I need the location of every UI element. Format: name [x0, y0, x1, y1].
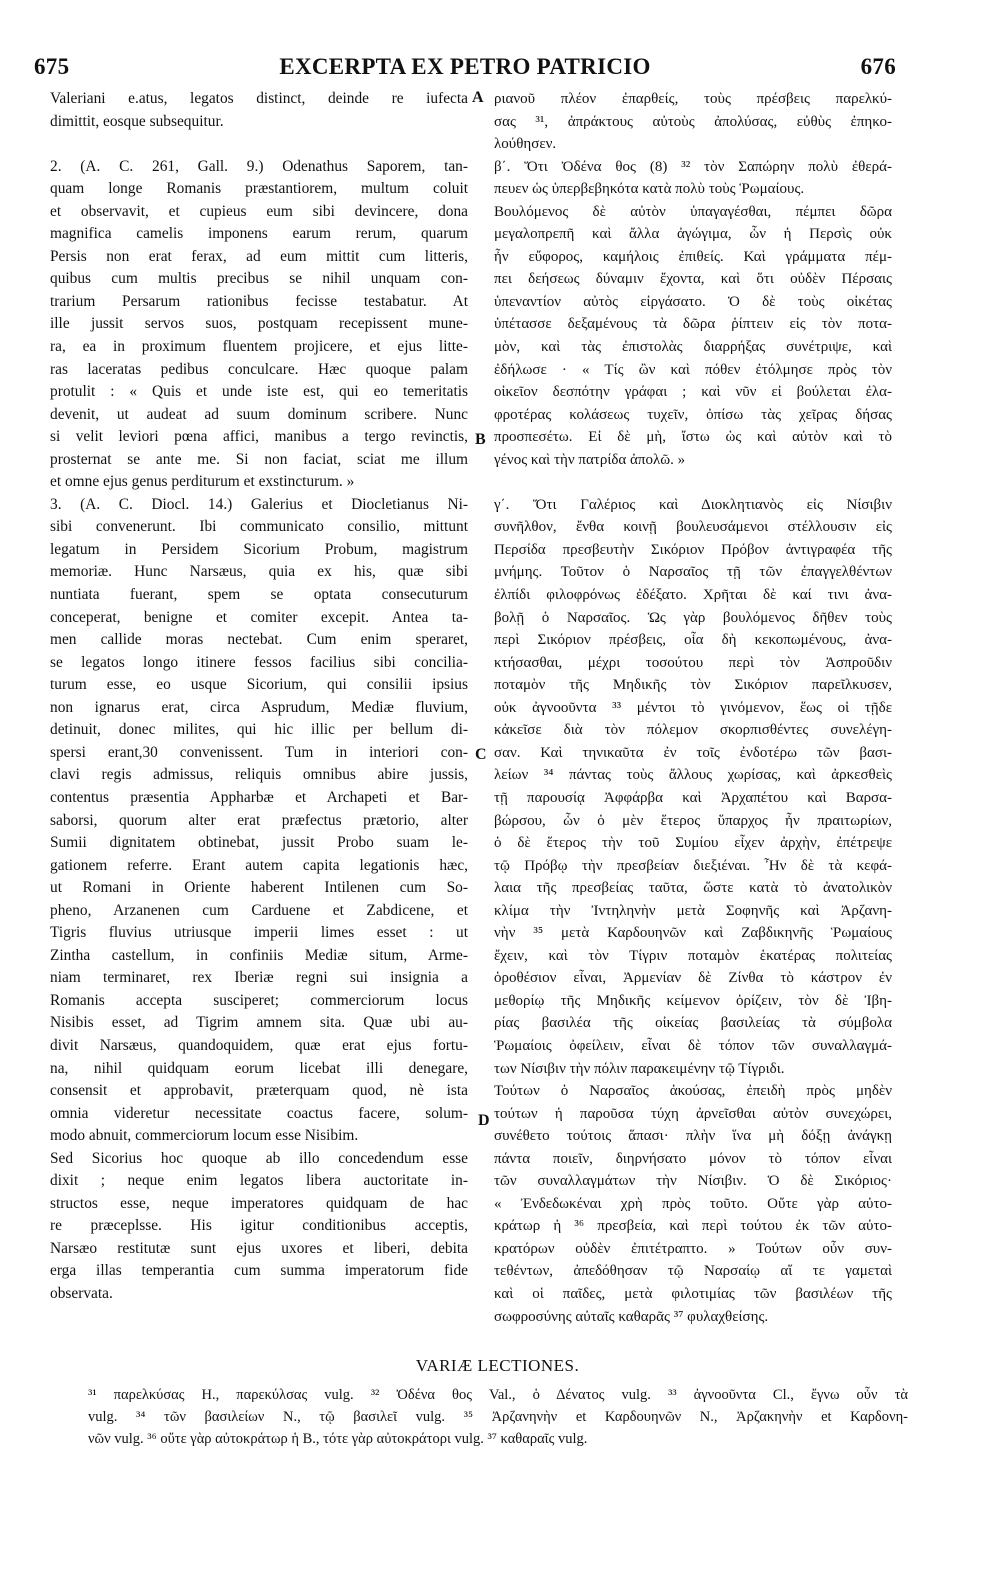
greek-text-line: λούθησεν. [494, 136, 557, 153]
greek-text-line: κἀκεῖσε διὰ τὸν πόλεμον σκορπισθέντες συνελέγη- [494, 722, 892, 739]
greek-text-line: φροτέρας κολάσεως τυχεῖν, ὀπίσω τὰς χεῖρας δήσας [494, 406, 892, 423]
latin-text-line: observata. [50, 1284, 113, 1302]
greek-text-line: τῇ παρουσίᾳ Ἀφφάρβα καὶ Ἀρχαπέτου καὶ Βαρσα- [494, 789, 892, 806]
footnote-line: ³¹ παρελκύσας H., παρεκύλσας vulg. ³² Ὀδένα θος Val., ὁ Δένατος vulg. ³³ ἀγνοοῦντα Cl., ἔγνω οὖν τὰ [88, 1387, 908, 1403]
greek-text-line: σας ³¹, ἀπράκτους αὐτοὺς ἀπολύσας, εὐθὺς ἐπηκο- [494, 113, 892, 130]
greek-text-line: ριανοῦ πλέον ἐπαρθείς, τοὺς πρέσβεις παρελκύ- [494, 91, 892, 107]
greek-text-line: ἦν εὔφορος, καμήλοις ἐπιθείς. Καὶ γράμματα πέμ- [494, 248, 892, 265]
latin-text-line: divit Narsæus, quandoquidem, quæ erat ejus fortu- [50, 1036, 468, 1054]
footnotes [88, 1384, 908, 1450]
latin-text-line: spersi erant,30 convenissent. Tum in interiori con- [50, 743, 468, 761]
greek-text-line: γ΄. Ὅτι Γαλέριος καὶ Διοκλητιανὸς εἰς Νίσιβιν [494, 496, 892, 513]
greek-text-line: Τούτων ὁ Ναρσαῖος ἀκούσας, ἐπειδὴ πρὸς μηδὲν [494, 1083, 892, 1100]
latin-text-line: detinuit, donec milites, qui hic illic per bellum di- [50, 721, 468, 739]
greek-text-line: ὑπέτασσε δεξαμένους τὰ δῶρα ῥίπτειν εἰς τὸν ποτα- [494, 316, 892, 333]
margin-letter-b: B [475, 431, 486, 448]
latin-text-line: Narsæo restitutæ sunt ejus uxores et liberi, debita [50, 1239, 468, 1257]
greek-text-line: οὐκ ἀγνοοῦντα ³³ μέντοι τὸ γινόμενον, ἕως οἱ τῇδε [494, 699, 892, 716]
greek-text-line: « Ἐνδεδωκέναι χρὴ πρὸς τοῦτο. Οὔτε γὰρ αὐτο- [494, 1195, 892, 1212]
footnote-line: vulg. ³⁴ τῶν βασιλείων N., τῷ βασιλεῖ vulg. ³⁵ Ἀρζανηνὴν et Καρδουηνῶν N., Ἀρζακηνὴν et Καρδονη- [88, 1409, 908, 1425]
latin-column [50, 88, 468, 1306]
greek-text-line: κράτωρ ἡ ³⁶ πρεσβεία, καὶ περὶ τούτου ἐκ τῶν αὐτο- [494, 1218, 892, 1235]
latin-text-line: conceperat, benigne et comiter excepit. Antea ta- [50, 608, 468, 626]
latin-text-line: trarium Persarum rationibus fecisse testabatur. At [50, 292, 468, 310]
greek-text-line: ἐδήλωσε · « Τίς ὢν καὶ πόθεν ἐτόλμησε πρὸς τὸν [494, 361, 892, 378]
greek-text-line: ἐλπίδι φιλοφρόνως ἐδέξατο. Χρῆται δὲ καί τινι ἀνα- [494, 587, 892, 604]
margin-letter-a: A [472, 89, 484, 106]
greek-text-line: συνῆλθον, ἔνθα κοινῇ βουλευσάμενοι στέλλουσιν εἰς [494, 519, 892, 536]
greek-column [494, 88, 892, 1328]
greek-text-line: σαν. Καὶ τηνικαῦτα ἐν τοῖς ἐνδοτέρω τῶν βασι- [494, 744, 892, 761]
margin-letter-d: D [478, 1112, 490, 1129]
greek-text-line: βολῇ ὁ Ναρσαῖος. Ὡς γὰρ βουλόμενος δῆθεν τοὺς [494, 609, 892, 626]
running-title: EXCERPTA EX PETRO PATRICIO [279, 54, 651, 79]
latin-text-line: Zintha castellum, in confiniis Mediæ situm, Arme- [50, 946, 468, 964]
greek-text-line: κρατόρων οὐδὲν ἐπιτέτραπτο. » Τούτων οὖν συν- [494, 1240, 892, 1257]
latin-text-line: saborsi, quorum alter erat præfectus prætorio, alter [50, 811, 468, 829]
latin-text-line: Nisibis esset, ad Tigrim amnem sita. Quæ ubi au- [50, 1014, 468, 1032]
greek-text-line: τῷ Πρόβῳ τὴν πρεσβείαν διεξιέναι. Ἦν δὲ τὰ κεφά- [494, 857, 892, 874]
greek-text-line: κτήσασθαι, μέχρι τοσούτου περὶ τὸν Ἀσπροῦδιν [494, 654, 892, 671]
greek-text-line: σωφροσύνης αὐταῖς καθαρᾶς ³⁷ φυλαχθείσης. [494, 1308, 769, 1325]
latin-text-line: se legatos longo itinere fessos facilius sibi concilia- [50, 653, 468, 671]
latin-text-line [50, 133, 468, 156]
latin-text-line: re præceplsse. His igitur conditionibus acceptis, [50, 1217, 468, 1235]
greek-text-line: ὑπεναντίον αὐτὸς εἰργάσατο. Ὁ δὲ τοὺς οἰκέτας [494, 293, 892, 310]
greek-text-line: πάντα ποιεῖν, διηρνήσατο μόνον τὸ τόπον εἶναι [494, 1150, 892, 1167]
greek-text-line [494, 471, 892, 494]
greek-text-line: πει δεήσεως δύναμιν ἔχοντα, καὶ ὅτι οὐδὲν Πέρσαις [494, 271, 892, 288]
latin-text-line: pheno, Arzanenen cum Carduene et Zabdicene, et [50, 901, 468, 919]
latin-text-line: si velit leviori pœna affici, manibus a tergo revinctis, [50, 428, 468, 446]
greek-text-line: συνέθετο τούτοις ἅπασι· πλὴν ἵνα μὴ δόξῃ ἀνάγκῃ [494, 1128, 892, 1145]
greek-text-line: μνήμης. Τοῦτον ὁ Ναρσαῖος τῇ τῶν ἐπαγγελθέντων [494, 564, 892, 581]
latin-text-line: quibus cum multis precibus se nihil unquam con- [50, 270, 468, 288]
latin-text-line: ra, ea in proximum fluentem projicere, et ejus litte- [50, 338, 468, 356]
greek-text-line: γένος καὶ τὴν πατρίδα ἀπολῶ. » [494, 451, 686, 468]
page-number-right: 676 [860, 54, 896, 79]
latin-text-line: et observavit, et cupieus eum sibi devincere, dona [50, 202, 468, 220]
latin-text-line: Sumii dignitatem obtinebat, jussit Probo suam le- [50, 834, 468, 852]
greek-text-line: ρίας βασιλέα τῆς οἰκείας βασιλείας τὰ σύμβολα [494, 1015, 892, 1032]
greek-text-line: μεθορίῳ τῆς Μηδικῆς κείμενον ὁρίζειν, τὸν δὲ Ἰβη- [494, 992, 892, 1009]
greek-text-line: καὶ οἱ παῖδες, μετὰ φιλοτιμίας τῶν βασιλέων τῆς [494, 1285, 892, 1302]
latin-text-line: 3. (A. C. Diocl. 14.) Galerius et Diocletianus Ni- [50, 495, 468, 513]
greek-text-line: β΄. Ὅτι Ὀδένα θος (8) ³² τὸν Σαπώρην πολὺ ἐθερά- [494, 158, 892, 175]
latin-text-line: modo abnuit, commerciorum locum esse Nisibim. [50, 1127, 359, 1145]
greek-text-line: πευεν ὡς ὑπερβεβηκότα κατὰ πολὺ τοὺς Ῥωμαίους. [494, 181, 805, 198]
greek-text-line: Περσίδα πρεσβευτὴν Σικόριον Πρόβον ἀντιγραφέα τῆς [494, 541, 892, 558]
latin-text-line: Valeriani e.atus, legatos distinct, deinde re iufecta [50, 90, 468, 107]
greek-text-line: κλίμα τὴν Ἰντηληνὴν μετὰ Σοφηνῆς καὶ Ἀρζανη- [494, 902, 892, 919]
margin-letter-c: C [475, 746, 487, 763]
greek-text-line: λείων ³⁴ πάντας τοὺς ἄλλους χωρίσας, καὶ ἀρκεσθεὶς [494, 767, 892, 784]
greek-text-line: Βουλόμενος δὲ αὐτὸν ὑπαγαγέσθαι, πέμπει δῶρα [494, 203, 892, 220]
latin-text-line: Romanis accepta susciperet; commerciorum locus [50, 991, 468, 1009]
greek-text-line: τούτων ἡ παροῦσα τύχη ἀρνεῖσθαι αὐτὸν συνεχώρει, [494, 1105, 892, 1122]
latin-text-line: ras laceratas pedibus conculcare. Hæc quoque palam [50, 360, 468, 378]
latin-text-line: structos esse, neque imperatores quidquam de hac [50, 1194, 468, 1212]
latin-text-line: quam longe Romanis præstantiorem, multum coluit [50, 180, 468, 198]
latin-text-line: Persis non erat ferax, ad eum mittit cum litteris, [50, 247, 468, 265]
latin-text-line: gationem referre. Erant autem capita legationis hæc, [50, 856, 468, 874]
greek-text-line: προσπεσέτω. Εἰ δὲ μὴ, ἴστω ὡς καὶ αὐτὸν καὶ τὸ [494, 429, 892, 446]
latin-text-line: turum esse, eo usque Sicorium, qui consilii ipsius [50, 676, 468, 694]
latin-text-line: devenit, ut audeat ad suum dominum scribere. Nunc [50, 405, 468, 423]
latin-text-line: dimittit, eosque subsequitur. [50, 112, 224, 130]
running-header [34, 54, 896, 84]
latin-text-line: legatum in Persidem Sicorium Probum, magistrum [50, 540, 468, 558]
latin-text-line: ille jussit servos suos, postquam recepissent mune- [50, 315, 468, 333]
latin-text-line: consensit et approbavit, præterquam quod, nè ista [50, 1082, 468, 1100]
latin-text-line: nuntiata fuerant, spem se optata consecuturum [50, 586, 468, 604]
latin-text-line: clavi regis admissus, reliquis omnibus abire jussis, [50, 766, 468, 784]
latin-text-line: et omne ejus genus perditurum et exstincturum. » [50, 473, 355, 491]
latin-text-line: sibi convenerunt. Ibi communicato consilio, mittunt [50, 518, 468, 536]
greek-text-line: Ῥωμαίοις ὀφείλειν, εἶναι δὲ τόπον τῶν συναλλαγμά- [494, 1037, 892, 1054]
latin-text-line: 2. (A. C. 261, Gall. 9.) Odenathus Saporem, tan- [50, 157, 468, 175]
page-number-left: 675 [34, 54, 70, 79]
greek-text-line: τῶν συναλλαγμάτων τὴν Νίσιβιν. Ὁ δὲ Σικόριος· [494, 1173, 892, 1190]
greek-text-line: ὁ δὲ ἕτερος τὴν τοῦ Συμίου εἶχεν ἀρχὴν, ἐπέτρεψε [494, 835, 892, 852]
latin-text-line: men callide moras nectebat. Cum enim speraret, [50, 631, 468, 649]
greek-text-line: μὸν, καὶ τὰς ἐπιστολὰς διαρρήξας συνέτριψε, καὶ [494, 339, 892, 356]
greek-text-line: τεθέντων, ἀπεδόθησαν τῷ Ναρσαίῳ αἵ τε γαμεταὶ [494, 1263, 892, 1280]
greek-text-line: ἔχειν, καὶ τὸν Τίγριν ποταμὸν ἑκατέρας πολιτείας [494, 947, 892, 964]
latin-text-line: ut Romani in Oriente haberent Intilenen cum So- [50, 879, 468, 897]
latin-text-line: dixit ; neque enim legatos libera auctoritate in- [50, 1172, 468, 1190]
greek-text-line: ποταμὸν τῆς Μηδικῆς τὸν Σικόριον παρεῖλκυσεν, [494, 677, 892, 694]
greek-text-line: μεγαλοπρεπῆ καὶ ἄλλα ἀγώγιμα, ὧν ἡ Περσὶς οὐκ [494, 226, 892, 243]
latin-text-line: Tigris fluvius utriusque imperii limes esset : ut [50, 924, 468, 942]
latin-text-line: niam terminaret, rex Iberiæ regni sui insignia a [50, 969, 468, 987]
latin-text-line: protulit : « Quis et unde iste est, qui eo temeritatis [50, 383, 468, 401]
greek-text-line: νὴν ³⁵ μετὰ Καρδουηνῶν καὶ Ζαβδικηνῆς Ῥωμαίους [494, 925, 892, 942]
latin-text-line: contentus præsentia Appharbæ et Archapeti et Bar- [50, 788, 468, 806]
latin-text-line: erga illas temperantia cum summa imperatorum fide [50, 1262, 468, 1280]
latin-text-line: prosternat se ante me. Si non faciat, sciat me illum [50, 450, 468, 468]
latin-text-line: Sed Sicorius hoc quoque ab illo concedendum esse [50, 1149, 468, 1167]
greek-text-line: βώρσου, ὧν ὁ μὲν ἕτερος ὕπαρχος ἦν πραιτωρίων, [494, 812, 892, 829]
variae-lectiones-heading: VARIÆ LECTIONES. [415, 1356, 580, 1375]
latin-text-line: magnifica camelis imponens earum rerum, quarum [50, 225, 468, 243]
greek-text-line: λαια τῆς πρεσβείας ταῦτα, ὥστε κατὰ τὸ ἀνατολικὸν [494, 880, 892, 897]
greek-text-line: περὶ Σικόριον πρέσβεις, οἷα δὴ κεκοπωμένους, ἀνα- [494, 632, 892, 649]
greek-text-line: ὁροθέσιον εἶναι, Ἀρμενίαν δὲ Ζίνθα τὸ κάστρον ἐν [494, 970, 892, 987]
footnote-line: νῶν vulg. ³⁶ οὔτε γὰρ αὐτοκράτωρ ἡ B., τότε γὰρ αὐτοκράτορι vulg. ³⁷ καθαραῖς vulg. [88, 1431, 588, 1447]
greek-text-line: οἰκεῖον δεσπότην γράφαι ; καὶ νῦν εἰ βούλεται ἐλα- [494, 384, 892, 401]
latin-text-line: na, nihil quidquam eorum licebat illi denegare, [50, 1059, 468, 1077]
latin-text-line: memoriæ. Hunc Narsæus, quia ex his, quæ sibi [50, 563, 468, 581]
latin-text-line: non ignarus erat, circa Asprudum, Mediæ fluvium, [50, 698, 468, 716]
greek-text-line: των Νίσιβιν τὴν πόλιν παρακειμένην τῷ Τίγριδι. [494, 1060, 785, 1077]
latin-text-line: omnia videretur necessitate coactus facere, solum- [50, 1104, 468, 1122]
